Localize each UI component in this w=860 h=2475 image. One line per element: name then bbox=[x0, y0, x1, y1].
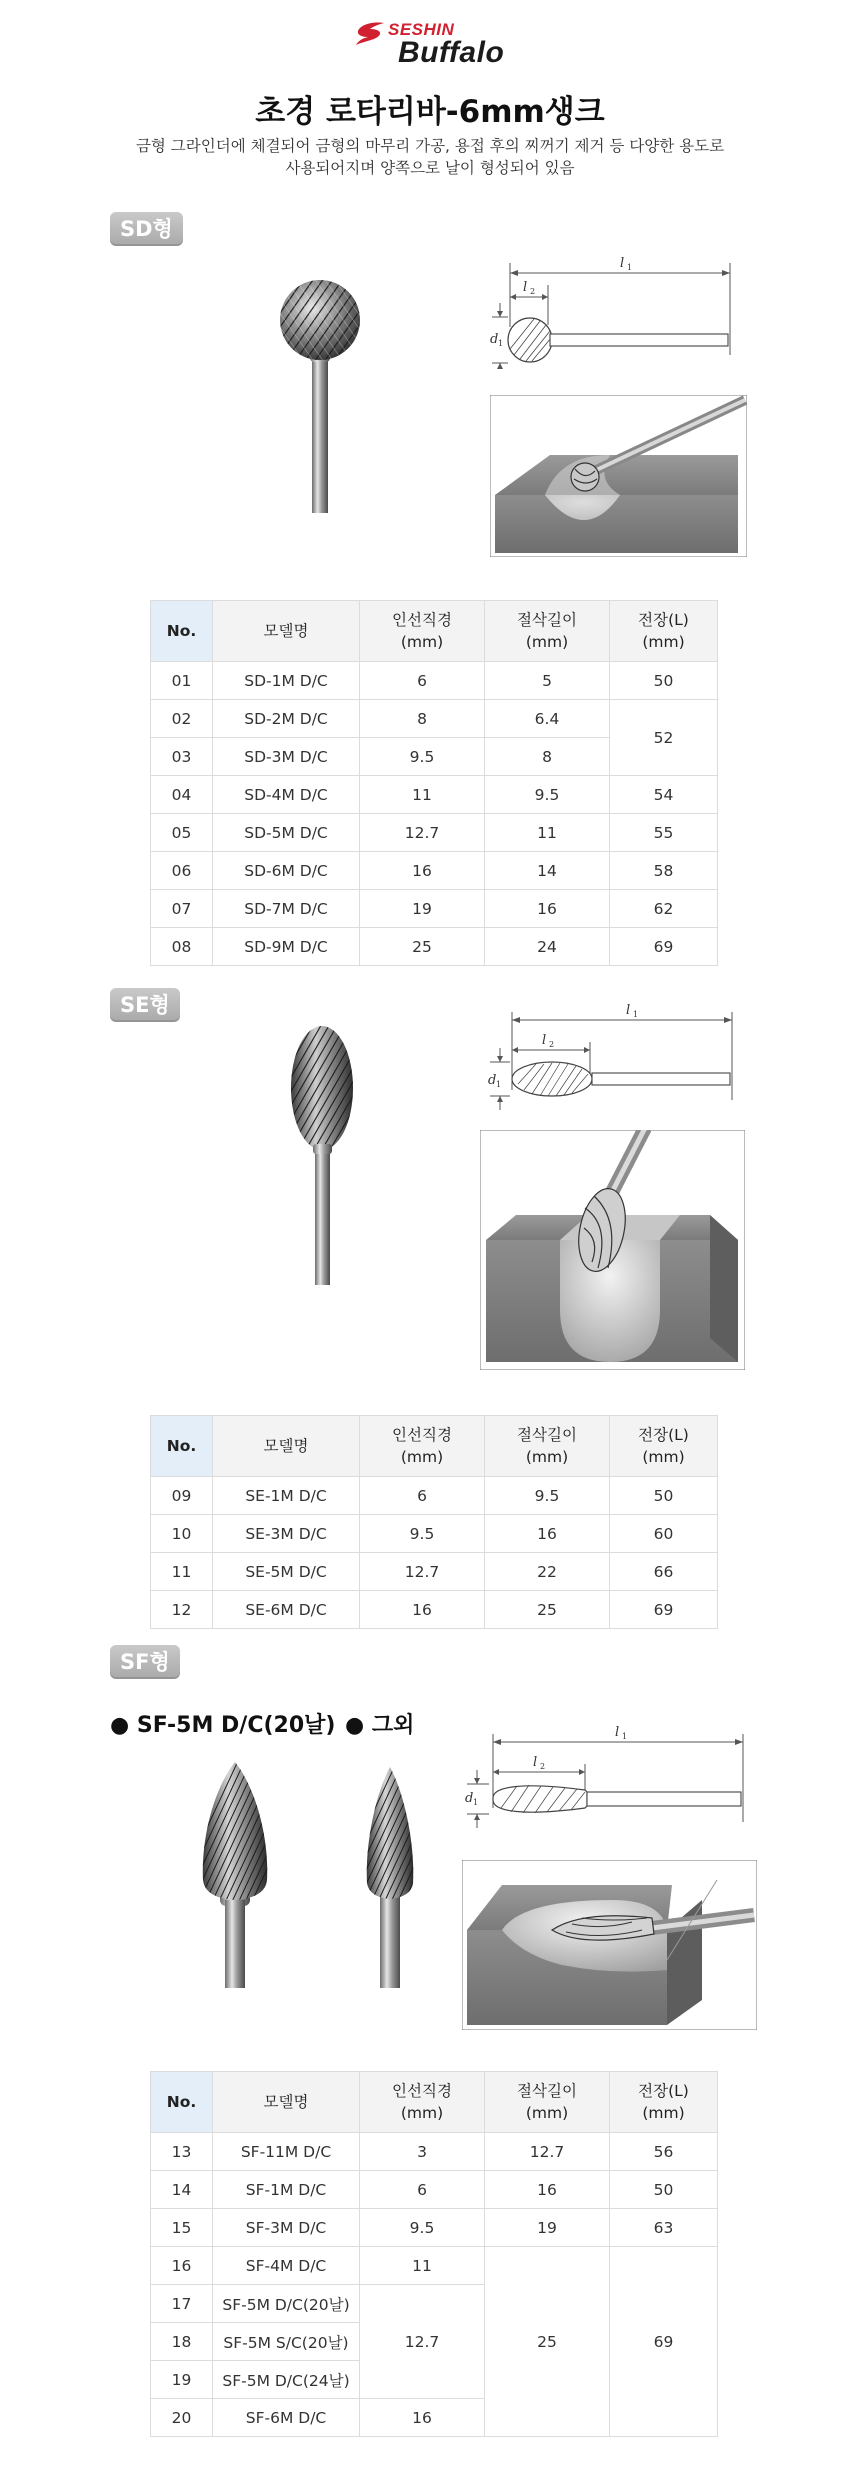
table-cell: 04 bbox=[151, 776, 213, 814]
table-cell: 16 bbox=[360, 1591, 485, 1629]
table-cell: 11 bbox=[360, 776, 485, 814]
table-cell: SD-6M D/C bbox=[213, 852, 360, 890]
table-cell: 52 bbox=[610, 700, 718, 776]
table-cell: 9.5 bbox=[485, 776, 610, 814]
table-cell: 16 bbox=[485, 1515, 610, 1553]
table-cell: 22 bbox=[485, 1553, 610, 1591]
sf-product-photo-other bbox=[355, 1765, 425, 1990]
l1-label: l bbox=[626, 1003, 631, 1018]
table-cell: 12.7 bbox=[485, 2133, 610, 2171]
table-cell: 08 bbox=[151, 928, 213, 966]
table-cell: 50 bbox=[610, 662, 718, 700]
table-cell: 6 bbox=[360, 1477, 485, 1515]
d1-sub: 1 bbox=[473, 1798, 479, 1807]
table-cell: 9.5 bbox=[360, 2209, 485, 2247]
table-cell: 18 bbox=[151, 2323, 213, 2361]
header-total-length: 전장(L) (mm) bbox=[610, 601, 718, 662]
table-cell: 11 bbox=[485, 814, 610, 852]
header-no: No. bbox=[151, 2072, 213, 2133]
table-cell: 24 bbox=[485, 928, 610, 966]
description-line-1: 금형 그라인더에 체결되어 금형의 마무리 가공, 용접 후의 찌꺼기 제거 등 다양한 용도로 bbox=[135, 137, 725, 155]
table-cell: 8 bbox=[360, 700, 485, 738]
l1-sub: 1 bbox=[633, 1010, 639, 1019]
table-cell: 05 bbox=[151, 814, 213, 852]
table-cell: SD-1M D/C bbox=[213, 662, 360, 700]
seshin-swoosh-icon bbox=[354, 20, 388, 46]
table-cell: SD-2M D/C bbox=[213, 700, 360, 738]
table-cell: 66 bbox=[610, 1553, 718, 1591]
header-model: 모델명 bbox=[213, 2072, 360, 2133]
l1-label: l bbox=[615, 1725, 620, 1740]
table-cell: SF-5M D/C(24날) bbox=[213, 2361, 360, 2399]
table-cell: 19 bbox=[360, 890, 485, 928]
table-cell: 14 bbox=[151, 2171, 213, 2209]
header-cut-length: 절삭길이 (mm) bbox=[485, 601, 610, 662]
table-row bbox=[151, 1477, 718, 1515]
table-cell: SE-1M D/C bbox=[213, 1477, 360, 1515]
section-badge-se: SE형 bbox=[110, 988, 180, 1022]
table-cell: 55 bbox=[610, 814, 718, 852]
section-badge-sf: SF형 bbox=[110, 1645, 180, 1679]
table-cell: 12 bbox=[151, 1591, 213, 1629]
se-application-illustration bbox=[480, 1130, 745, 1370]
table-cell: 13 bbox=[151, 2133, 213, 2171]
description-line-2: 사용되어지며 양쪽으로 날이 형성되어 있음 bbox=[285, 159, 575, 177]
table-cell: 9.5 bbox=[360, 738, 485, 776]
table-row bbox=[151, 890, 718, 928]
table-cell: SF-1M D/C bbox=[213, 2171, 360, 2209]
sd-dimension-drawing bbox=[490, 245, 755, 370]
table-cell: 10 bbox=[151, 1515, 213, 1553]
table-cell: 8 bbox=[485, 738, 610, 776]
table-cell: SF-5M S/C(20날) bbox=[213, 2323, 360, 2361]
d1-label: d bbox=[488, 1073, 497, 1088]
table-cell: 25 bbox=[485, 2247, 610, 2437]
table-row bbox=[151, 1515, 718, 1553]
table-cell: 6 bbox=[360, 2171, 485, 2209]
table-cell: 6 bbox=[360, 662, 485, 700]
table-cell: SE-6M D/C bbox=[213, 1591, 360, 1629]
brand-name: Buffalo bbox=[398, 36, 505, 69]
table-cell: 06 bbox=[151, 852, 213, 890]
table-row bbox=[151, 2247, 718, 2285]
table-cell: 62 bbox=[610, 890, 718, 928]
table-cell: 16 bbox=[485, 2171, 610, 2209]
table-cell: 50 bbox=[610, 1477, 718, 1515]
l2-sub: 2 bbox=[530, 287, 536, 296]
d1-label: d bbox=[490, 332, 499, 347]
table-cell: 17 bbox=[151, 2285, 213, 2323]
sf-product-photo-20-flute bbox=[185, 1760, 285, 1990]
se-dimension-drawing bbox=[480, 1000, 755, 1115]
header-cut-length: 절삭길이 (mm) bbox=[485, 1416, 610, 1477]
table-cell: SE-3M D/C bbox=[213, 1515, 360, 1553]
sf-spec-table bbox=[150, 2071, 718, 2437]
table-cell: 03 bbox=[151, 738, 213, 776]
table-row bbox=[151, 2171, 718, 2209]
table-cell: SD-9M D/C bbox=[213, 928, 360, 966]
header-model: 모델명 bbox=[213, 601, 360, 662]
table-cell: 09 bbox=[151, 1477, 213, 1515]
table-header-row bbox=[151, 601, 718, 662]
header-total-length: 전장(L) (mm) bbox=[610, 2072, 718, 2133]
header-model: 모델명 bbox=[213, 1416, 360, 1477]
d1-sub: 1 bbox=[498, 339, 504, 348]
table-cell: 16 bbox=[360, 2399, 485, 2437]
header-diameter: 인선직경 (mm) bbox=[360, 601, 485, 662]
header-no: No. bbox=[151, 1416, 213, 1477]
d1-sub: 1 bbox=[496, 1080, 502, 1089]
table-cell: SF-11M D/C bbox=[213, 2133, 360, 2171]
section-badge-sd: SD형 bbox=[110, 212, 183, 246]
table-cell: SF-6M D/C bbox=[213, 2399, 360, 2437]
l1-sub: 1 bbox=[627, 263, 633, 272]
l2-sub: 2 bbox=[549, 1040, 555, 1049]
table-cell: SE-5M D/C bbox=[213, 1553, 360, 1591]
table-row bbox=[151, 814, 718, 852]
table-cell: 11 bbox=[151, 1553, 213, 1591]
header-total-length: 전장(L) (mm) bbox=[610, 1416, 718, 1477]
sf-application-illustration bbox=[462, 1860, 757, 2030]
table-cell: 60 bbox=[610, 1515, 718, 1553]
table-cell: 12.7 bbox=[360, 1553, 485, 1591]
table-cell: 02 bbox=[151, 700, 213, 738]
table-row bbox=[151, 852, 718, 890]
table-cell: 12.7 bbox=[360, 814, 485, 852]
table-cell: 11 bbox=[360, 2247, 485, 2285]
page-title: 초경 로타리바-6mm생크 bbox=[255, 94, 605, 130]
table-cell: 54 bbox=[610, 776, 718, 814]
l1-sub: 1 bbox=[622, 1732, 628, 1741]
table-row bbox=[151, 1591, 718, 1629]
table-cell: 25 bbox=[485, 1591, 610, 1629]
table-cell: 69 bbox=[610, 1591, 718, 1629]
table-cell: 6.4 bbox=[485, 700, 610, 738]
table-header-row bbox=[151, 1416, 718, 1477]
table-cell: 56 bbox=[610, 2133, 718, 2171]
l2-label: l bbox=[533, 1755, 538, 1770]
table-cell: 19 bbox=[485, 2209, 610, 2247]
table-cell: 63 bbox=[610, 2209, 718, 2247]
d1-label: d bbox=[465, 1791, 474, 1806]
sd-application-illustration bbox=[490, 395, 747, 557]
table-cell: SD-7M D/C bbox=[213, 890, 360, 928]
sf-label-right: ● 그외 bbox=[345, 1713, 415, 1738]
table-cell: 25 bbox=[360, 928, 485, 966]
brand-top-text: SESHIN bbox=[388, 20, 455, 39]
table-cell: 14 bbox=[485, 852, 610, 890]
l1-label: l bbox=[620, 256, 625, 271]
table-cell: 3 bbox=[360, 2133, 485, 2171]
page-description bbox=[0, 135, 860, 179]
sd-product-photo bbox=[255, 278, 385, 518]
table-cell: 5 bbox=[485, 662, 610, 700]
table-row bbox=[151, 2209, 718, 2247]
table-cell: 58 bbox=[610, 852, 718, 890]
table-cell: 16 bbox=[485, 890, 610, 928]
table-cell: 9.5 bbox=[360, 1515, 485, 1553]
brand-logo bbox=[0, 18, 860, 78]
table-cell: 20 bbox=[151, 2399, 213, 2437]
se-product-photo bbox=[275, 1020, 370, 1290]
l2-label: l bbox=[523, 280, 528, 295]
l2-label: l bbox=[542, 1033, 547, 1048]
header-diameter: 인선직경 (mm) bbox=[360, 2072, 485, 2133]
table-row bbox=[151, 2133, 718, 2171]
table-cell: 69 bbox=[610, 928, 718, 966]
table-cell: SF-4M D/C bbox=[213, 2247, 360, 2285]
table-row bbox=[151, 928, 718, 966]
table-cell: 50 bbox=[610, 2171, 718, 2209]
header-cut-length: 절삭길이 (mm) bbox=[485, 2072, 610, 2133]
table-cell: 01 bbox=[151, 662, 213, 700]
table-cell: 9.5 bbox=[485, 1477, 610, 1515]
table-cell: 16 bbox=[360, 852, 485, 890]
table-cell: 19 bbox=[151, 2361, 213, 2399]
sd-spec-table bbox=[150, 600, 718, 966]
table-cell: 15 bbox=[151, 2209, 213, 2247]
table-row bbox=[151, 776, 718, 814]
header-no: No. bbox=[151, 601, 213, 662]
se-spec-table bbox=[150, 1415, 718, 1629]
table-cell: SF-5M D/C(20날) bbox=[213, 2285, 360, 2323]
table-cell: SD-5M D/C bbox=[213, 814, 360, 852]
table-row bbox=[151, 700, 718, 738]
table-cell: 16 bbox=[151, 2247, 213, 2285]
sf-dimension-drawing bbox=[465, 1722, 755, 1837]
table-cell: 07 bbox=[151, 890, 213, 928]
table-cell: SF-3M D/C bbox=[213, 2209, 360, 2247]
table-cell: SD-4M D/C bbox=[213, 776, 360, 814]
sf-label-left: ● SF-5M D/C(20날) bbox=[110, 1713, 336, 1738]
table-cell: 12.7 bbox=[360, 2285, 485, 2399]
table-cell: 69 bbox=[610, 2247, 718, 2437]
l2-sub: 2 bbox=[540, 1762, 546, 1771]
header-diameter: 인선직경 (mm) bbox=[360, 1416, 485, 1477]
table-header-row bbox=[151, 2072, 718, 2133]
table-row bbox=[151, 1553, 718, 1591]
table-row bbox=[151, 662, 718, 700]
table-cell: SD-3M D/C bbox=[213, 738, 360, 776]
